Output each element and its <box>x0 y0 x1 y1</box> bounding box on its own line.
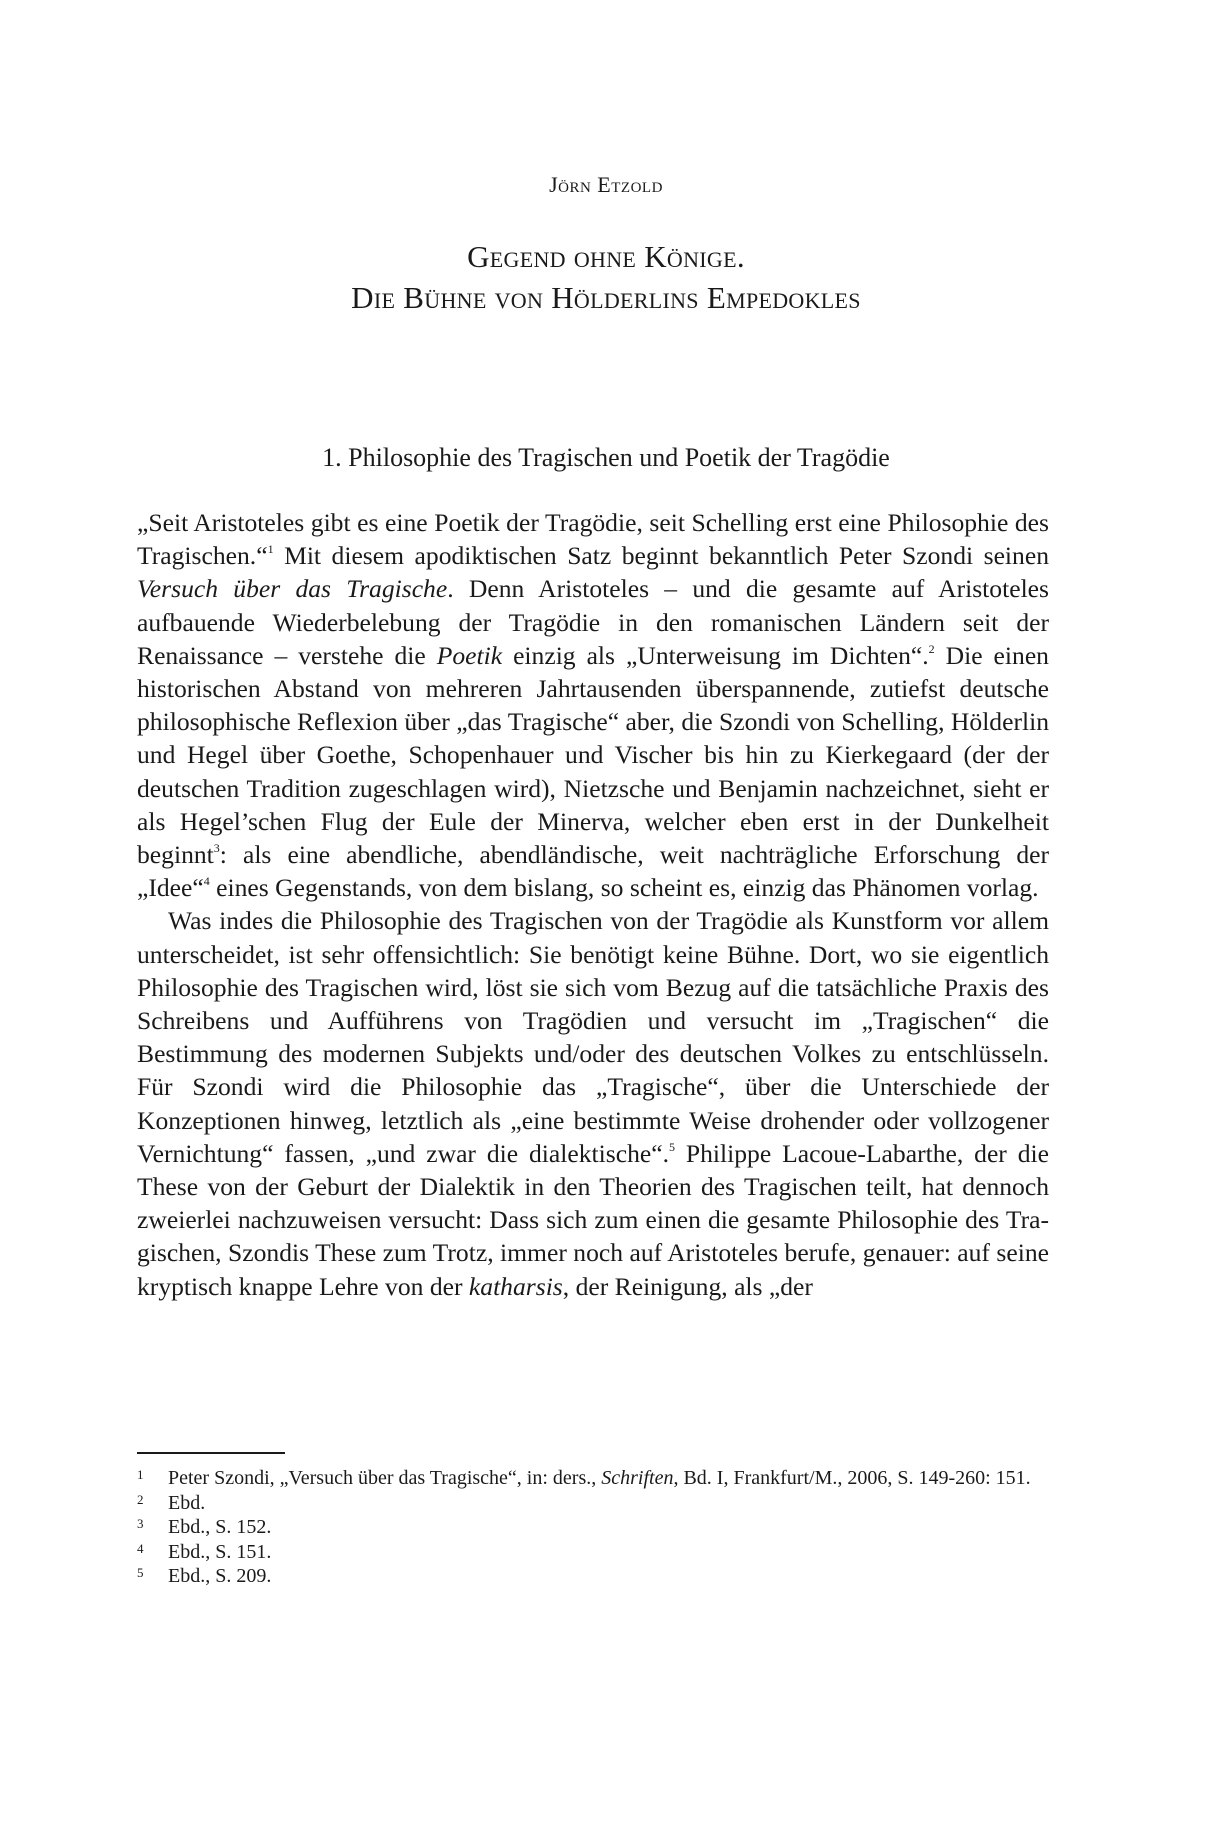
footnote-number: 3 <box>137 1516 144 1531</box>
footnote-ref-4: 4 <box>203 874 210 889</box>
footnote-2 <box>137 1491 1049 1516</box>
text-run: , der Reinigung, als „der <box>562 1271 813 1301</box>
text-run: Die einen historischen Abstand von mehreren Jahrtausenden überspannende, zutiefst deutsche philosophische Reflexion über „das Tragische“ aber, die Szondi von Schelling, Hölderlin und Hegel über Goethe, Schopenhauer und Vischer bis hin zu Kierkegaard (der der deutschen Tradition zugeschlagen wird), Nietzsche und Benjamin nachzeichnet, sieht er als Hegel’schen Flug der Eule der Minerva, welcher eben erst in der Dunkelheit beginnt <box>137 640 1049 870</box>
text-run: : als eine abendliche, abendländische, weit nachträgliche Erforschung der „Idee“ <box>137 840 1049 903</box>
text-run: . Denn Aristoteles – und die gesamte auf Aristoteles aufbauende Wiederbelebung der Tragödie in den romanischen Ländern seit der Renaissance – verstehe die <box>137 574 1049 670</box>
footnote-text: Ebd., S. 152. <box>168 1516 272 1538</box>
footnote-text: Ebd. <box>168 1491 206 1514</box>
footnote-text: Peter Szondi, „Versuch über das Tragische“, in: ders., <box>168 1467 602 1489</box>
chapter-title-line-2: Die Bühne von Hölderlins Empedokles <box>351 280 861 315</box>
footnote-text: , Bd. I, Frankfurt/M., 2006, S. 149-260: 151. <box>673 1467 1031 1489</box>
text-run: einzig als „Unterweisung im Dichten“. <box>502 640 929 670</box>
footnote-1 <box>137 1466 1049 1491</box>
term-italic: katharsis <box>468 1271 563 1301</box>
footnote-text: Ebd., S. 209. <box>168 1565 272 1587</box>
footnote-number: 4 <box>137 1540 144 1556</box>
chapter-title <box>0 236 1212 318</box>
author-name: Jörn Etzold <box>549 172 663 197</box>
footnote-3 <box>137 1515 1049 1540</box>
footnote-italic: Schriften <box>601 1467 674 1489</box>
body-text <box>137 506 1049 1303</box>
footnote-ref-3: 3 <box>213 841 220 856</box>
footnote-ref-2: 2 <box>928 641 935 656</box>
footnotes <box>137 1466 1049 1589</box>
footnote-ref-1: 1 <box>267 542 274 557</box>
paragraph-1 <box>137 506 1049 904</box>
footnote-number: 2 <box>137 1491 144 1507</box>
book-title-italic: Versuch über das Tragische <box>137 574 448 604</box>
text-run: Was indes die Philosophie des Tragischen von der Tragödie als Kunstform vor allem unterscheidet, ist sehr offensichtlich: Sie benötigt keine Bühne. Dort, wo sie eigentlich Philosophie des Tragischen wird, löst sie sich vom Bezug auf die tatsächliche Praxis des Schreibens und Aufführens von Tragödien und versucht im „Tragischen“ die Bestimmung des modernen Subjekts und/​oder des deutschen Volkes zu entschlüsseln. Für Szondi wird die Philosophie das „Tragische“, über die Unterschiede der Konzeptionen hinweg, letztlich als „eine bestimmte Weise drohender oder vollzogener Vernichtung“ fassen, „und zwar die dialektische“. <box>137 906 1049 1168</box>
paragraph-2 <box>137 904 1049 1302</box>
text-run: Mit diesem apodiktischen Satz beginnt bekanntlich Peter Szondi seinen <box>273 541 1049 571</box>
footnote-divider <box>137 1452 285 1454</box>
footnote-number: 5 <box>137 1565 144 1580</box>
footnote-number: 1 <box>137 1467 144 1482</box>
work-title-italic: Poetik <box>436 640 503 670</box>
section-heading: 1. Philosophie des Tragischen und Poetik der Tragödie <box>322 443 890 472</box>
chapter-title-line-1: Gegend ohne Könige. <box>467 239 745 274</box>
footnote-4 <box>137 1540 1049 1565</box>
text-run: „Seit Aristoteles gibt es eine Poetik der Tragödie, seit Schelling erst eine Philosophie des Tragischen.“ <box>137 508 1049 571</box>
footnote-5 <box>137 1564 1049 1589</box>
text-run: Philippe Lacoue-Labarthe, der die These von der Geburt der Dialektik in den Theorien des Tragischen teilt, hat dennoch zweierlei nachzuweisen versucht: Dass sich zum einen die gesamte Philosophie des Tragischen, Szondis These zum Trotz, immer noch auf Aristoteles berufe, genauer: auf seine kryptisch knappe Lehre von der <box>137 1138 1049 1301</box>
footnote-ref-5: 5 <box>669 1139 675 1154</box>
footnote-text: Ebd., S. 151. <box>168 1540 272 1563</box>
text-run: eines Gegenstands, von dem bislang, so scheint es, einzig das Phänomen vorlag. <box>209 873 1039 903</box>
